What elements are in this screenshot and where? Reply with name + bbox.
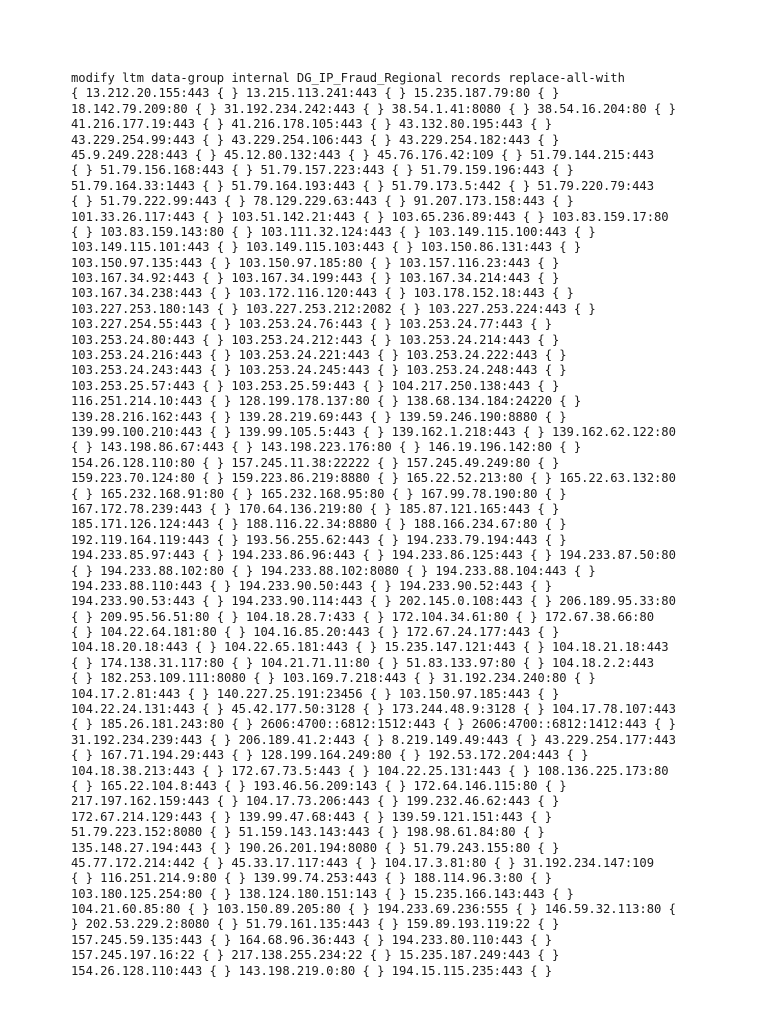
text-line: 185.171.126.124:443 { } 188.116.22.34:8880 { } 188.166.234.67:80 { }	[71, 517, 567, 532]
text-line: 103.227.253.180:143 { } 103.227.253.212:2082 { } 103.227.253.224:443 { }	[71, 301, 596, 316]
text-line: 103.253.24.80:443 { } 103.253.24.212:443 { } 103.253.24.214:443 { }	[71, 332, 560, 347]
text-line: 51.79.223.152:8080 { } 51.159.143.143:443 { } 198.98.61.84:80 { }	[71, 825, 545, 840]
text-line: 154.26.128.110:443 { } 143.198.219.0:80 { } 194.15.115.235:443 { }	[71, 963, 552, 978]
text-line: 18.142.79.209:80 { } 31.192.234.242:443 { } 38.54.1.41:8080 { } 38.54.16.204:80 { }	[71, 101, 676, 116]
document-body	[71, 71, 711, 979]
text-line: 194.233.88.110:443 { } 194.233.90.50:443 { } 194.233.90.52:443 { }	[71, 578, 552, 593]
text-line: 103.253.24.243:443 { } 103.253.24.245:443 { } 103.253.24.248:443 { }	[71, 363, 567, 378]
text-line: 45.77.172.214:442 { } 45.33.17.117:443 { } 104.17.3.81:80 { } 31.192.234.147:109	[71, 855, 655, 870]
text-line: 217.197.162.159:443 { } 104.17.73.206:443 { } 199.232.46.62:443 { }	[71, 794, 560, 809]
text-line: 43.229.254.99:443 { } 43.229.254.106:443 { } 43.229.254.182:443 { }	[71, 132, 560, 147]
text-line: 157.245.59.135:443 { } 164.68.96.36:443 { } 194.233.80.110:443 { }	[71, 932, 552, 947]
text-line: { 13.212.20.155:443 { } 13.215.113.241:443 { } 15.235.187.79:80 { }	[71, 86, 560, 101]
text-line: 194.233.85.97:443 { } 194.233.86.96:443 { } 194.233.86.125:443 { } 194.233.87.50:80	[71, 548, 676, 563]
text-line: 45.9.249.228:443 { } 45.12.80.132:443 { } 45.76.176.42:109 { } 51.79.144.215:443	[71, 147, 655, 162]
text-line: 154.26.128.110:80 { } 157.245.11.38:22222 { } 157.245.49.249:80 { }	[71, 455, 560, 470]
text-line: { } 116.251.214.9:80 { } 139.99.74.253:443 { } 188.114.96.3:80 { }	[71, 871, 552, 886]
text-line: 51.79.164.33:1443 { } 51.79.164.193:443 { } 51.79.173.5:442 { } 51.79.220.79:443	[71, 178, 655, 193]
text-line: { } 209.95.56.51:80 { } 104.18.28.7:433 { } 172.104.34.61:80 { } 172.67.38.66:80	[71, 609, 655, 624]
text-line: 104.18.20.18:443 { } 104.22.65.181:443 { } 15.235.147.121:443 { } 104.18.21.18:443	[71, 640, 669, 655]
text-line: 192.119.164.119:443 { } 193.56.255.62:443 { } 194.233.79.194:443 { }	[71, 532, 567, 547]
text-line: 31.192.234.239:443 { } 206.189.41.2:443 { } 8.219.149.49:443 { } 43.229.254.177:443	[71, 732, 676, 747]
text-line: { } 182.253.109.111:8080 { } 103.169.7.218:443 { } 31.192.234.240:80 { }	[71, 671, 596, 686]
text-line: 103.227.254.55:443 { } 103.253.24.76:443 { } 103.253.24.77:443 { }	[71, 317, 552, 332]
text-line: 135.148.27.194:443 { } 190.26.201.194:8080 { } 51.79.243.155:80 { }	[71, 840, 560, 855]
text-line: { } 103.83.159.143:80 { } 103.111.32.124:443 { } 103.149.115.100:443 { }	[71, 224, 596, 239]
text-line: 101.33.26.117:443 { } 103.51.142.21:443 { } 103.65.236.89:443 { } 103.83.159.17:80	[71, 209, 669, 224]
text-line: 157.245.197.16:22 { } 217.138.255.234:22 { } 15.235.187.249:443 { }	[71, 948, 560, 963]
text-line: 104.21.60.85:80 { } 103.150.89.205:80 { } 194.233.69.236:555 { } 146.59.32.113:80 {	[71, 902, 676, 917]
text-line: { } 51.79.156.168:443 { } 51.79.157.223:443 { } 51.79.159.196:443 { }	[71, 163, 574, 178]
text-line: 139.99.100.210:443 { } 139.99.105.5:443 { } 139.162.1.218:443 { } 139.162.62.122:80	[71, 424, 676, 439]
text-line: 159.223.70.124:80 { } 159.223.86.219:8880 { } 165.22.52.213:80 { } 165.22.63.132:80	[71, 471, 676, 486]
text-line: 104.22.24.131:443 { } 45.42.177.50:3128 { } 173.244.48.9:3128 { } 104.17.78.107:443	[71, 702, 676, 717]
text-line: } 202.53.229.2:8080 { } 51.79.161.135:443 { } 159.89.193.119:22 { }	[71, 917, 560, 932]
text-line: 103.167.34.238:443 { } 103.172.116.120:443 { } 103.178.152.18:443 { }	[71, 286, 574, 301]
text-line: 167.172.78.239:443 { } 170.64.136.219:80 { } 185.87.121.165:443 { }	[71, 501, 560, 516]
text-line: { } 174.138.31.117:80 { } 104.21.71.11:80 { } 51.83.133.97:80 { } 104.18.2.2:443	[71, 655, 655, 670]
text-line: { } 51.79.222.99:443 { } 78.129.229.63:443 { } 91.207.173.158:443 { }	[71, 194, 574, 209]
text-line: { } 104.22.64.181:80 { } 104.16.85.20:443 { } 172.67.24.177:443 { }	[71, 625, 560, 640]
text-line: 104.17.2.81:443 { } 140.227.25.191:23456 { } 103.150.97.185:443 { }	[71, 686, 560, 701]
text-line: 103.253.24.216:443 { } 103.253.24.221:443 { } 103.253.24.222:443 { }	[71, 348, 567, 363]
text-line: { } 185.26.181.243:80 { } 2606:4700::6812:1512:443 { } 2606:4700::6812:1412:443 { }	[71, 717, 676, 732]
text-line: 103.149.115.101:443 { } 103.149.115.103:443 { } 103.150.86.131:443 { }	[71, 240, 582, 255]
text-line: { } 194.233.88.102:80 { } 194.233.88.102:8080 { } 194.233.88.104:443 { }	[71, 563, 596, 578]
text-line: 194.233.90.53:443 { } 194.233.90.114:443 { } 202.145.0.108:443 { } 206.189.95.33:80	[71, 594, 676, 609]
text-line: 103.150.97.135:443 { } 103.150.97.185:80 { } 103.157.116.23:443 { }	[71, 255, 560, 270]
text-line: { } 143.198.86.67:443 { } 143.198.223.176:80 { } 146.19.196.142:80 { }	[71, 440, 582, 455]
command-line: modify ltm data-group internal DG_IP_Fraud_Regional records replace-all-with	[71, 71, 625, 85]
text-line: 116.251.214.10:443 { } 128.199.178.137:80 { } 138.68.134.184:24220 { }	[71, 394, 582, 409]
text-line: 41.216.177.19:443 { } 41.216.178.105:443 { } 43.132.80.195:443 { }	[71, 117, 552, 132]
text-line: 172.67.214.129:443 { } 139.99.47.68:443 { } 139.59.121.151:443 { }	[71, 809, 552, 824]
text-line: 103.167.34.92:443 { } 103.167.34.199:443 { } 103.167.34.214:443 { }	[71, 271, 560, 286]
text-line: 103.180.125.254:80 { } 138.124.180.151:143 { } 15.235.166.143:443 { }	[71, 886, 574, 901]
text-line: { } 165.22.104.8:443 { } 193.46.56.209:143 { } 172.64.146.115:80 { }	[71, 778, 567, 793]
text-line: { } 165.232.168.91:80 { } 165.232.168.95:80 { } 167.99.78.190:80 { }	[71, 486, 567, 501]
text-line: 103.253.25.57:443 { } 103.253.25.59:443 { } 104.217.250.138:443 { }	[71, 378, 560, 393]
text-line: 139.28.216.162:443 { } 139.28.219.69:443 { } 139.59.246.190:8880 { }	[71, 409, 567, 424]
text-line: { } 167.71.194.29:443 { } 128.199.164.249:80 { } 192.53.172.204:443 { }	[71, 748, 589, 763]
text-line: 104.18.38.213:443 { } 172.67.73.5:443 { } 104.22.25.131:443 { } 108.136.225.173:80	[71, 763, 669, 778]
